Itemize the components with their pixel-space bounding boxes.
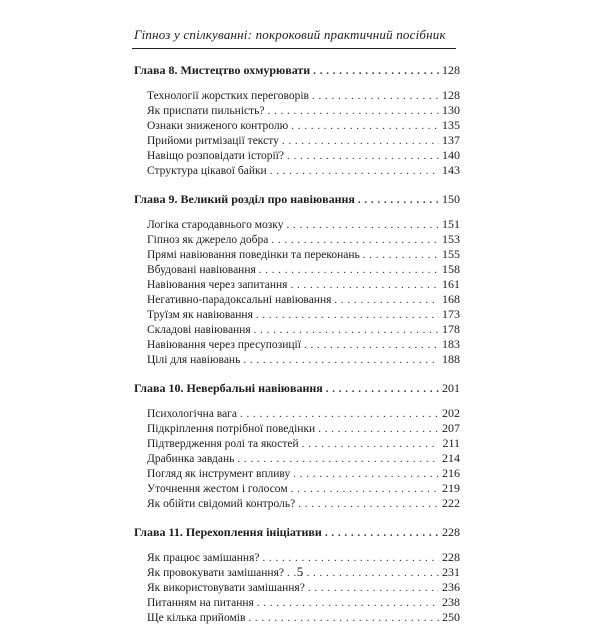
dot-leader: [326, 381, 439, 397]
toc-entry-title: Погляд як інструмент впливу: [147, 468, 291, 480]
dot-leader: [267, 103, 439, 119]
toc-entry-title: Ще кілька прийомів: [147, 612, 246, 624]
toc-entry[interactable]: [147, 580, 460, 595]
toc-entry[interactable]: [147, 451, 460, 466]
dot-leader: [363, 247, 439, 263]
toc-entry-page: 202: [442, 406, 460, 420]
toc-entry-title: Цілі для навіювань: [147, 354, 241, 366]
dot-leader: [257, 595, 439, 611]
toc-entry-title: Як використовувати замішання?: [147, 582, 305, 594]
chapter-block: [134, 381, 460, 511]
toc-entry-title: Психологічна вага: [147, 408, 237, 420]
toc-entry-page: 228: [442, 550, 460, 564]
toc-entry-page: 219: [442, 481, 460, 495]
toc-entry-page: 173: [442, 307, 460, 321]
toc-entry-page: 211: [442, 436, 460, 450]
toc-entry[interactable]: [147, 133, 460, 148]
toc-entry-title: Прямі навіювання поведінки та переконань: [147, 249, 360, 261]
toc-entry[interactable]: [147, 550, 460, 565]
toc-entry[interactable]: [147, 247, 460, 262]
toc-entry[interactable]: [147, 421, 460, 436]
toc-entry-page: 231: [442, 565, 460, 579]
chapter-heading[interactable]: [134, 192, 460, 207]
toc-entry-page: 158: [442, 262, 460, 276]
toc-entry[interactable]: [147, 610, 460, 625]
toc-entry-title: Логіка стародавнього мозку: [147, 219, 284, 231]
toc-entry-title: Негативно-парадоксальні навіювання: [147, 294, 332, 306]
toc-entry-page: 250: [442, 610, 460, 624]
toc-entry[interactable]: [147, 163, 460, 178]
toc-entry[interactable]: [147, 322, 460, 337]
toc-entry[interactable]: [147, 307, 460, 322]
chapter-page-number: 201: [442, 381, 460, 395]
toc-entry-page: 178: [442, 322, 460, 336]
toc-entry-page: 183: [442, 337, 460, 351]
chapter-page-number: 228: [442, 525, 460, 539]
chapter-block: [134, 192, 460, 367]
toc-entry-page: 137: [442, 133, 460, 147]
toc-entry[interactable]: [147, 277, 460, 292]
toc-entry-title: Прийоми ритмізації тексту: [147, 135, 279, 147]
toc-entry-page: 207: [442, 421, 460, 435]
toc-entry-title: Технології жорстких переговорів: [147, 90, 309, 102]
toc-entry-title: Підкріплення потрібної поведінки: [147, 423, 316, 435]
dot-leader: [308, 580, 439, 596]
toc-entry-page: 222: [442, 496, 460, 510]
chapter-gap: [134, 78, 460, 88]
running-header: Гіпноз у спілкуванні: покроковий практичний посібник: [134, 27, 446, 42]
dot-leader: [358, 192, 439, 208]
chapter-gap: [134, 396, 460, 406]
toc-entry-page: 155: [442, 247, 460, 261]
toc-entry-title: Складові навіювання: [147, 324, 251, 336]
dot-leader: [318, 421, 439, 437]
dot-leader: [313, 63, 439, 79]
chapter-title: Глава 9. Великий розділ про навіювання: [134, 192, 355, 206]
dot-leader: [259, 262, 439, 278]
dot-leader: [243, 352, 439, 368]
chapter-page-number: 150: [442, 192, 460, 206]
chapter-page-number: 128: [442, 63, 460, 77]
page-number: 5: [296, 564, 304, 579]
toc-entry-page: 128: [442, 88, 460, 102]
toc-entry-page: 161: [442, 277, 460, 291]
dot-leader: [271, 232, 439, 248]
dot-leader: [298, 496, 439, 512]
toc-entry[interactable]: [147, 292, 460, 307]
dot-leader: [290, 277, 439, 293]
dot-leader: [256, 307, 439, 323]
toc-entry-title: Вбудовані навіювання: [147, 264, 256, 276]
dot-leader: [304, 337, 439, 353]
dot-leader: [240, 406, 439, 422]
header-rule: [132, 48, 456, 49]
toc-entry-page: 216: [442, 466, 460, 480]
toc-entry-title: Драбинка завдань: [147, 453, 235, 465]
toc-entry-title: Структура цікавої байки: [147, 165, 267, 177]
toc-entry[interactable]: [147, 337, 460, 352]
chapter-title: Глава 11. Перехоплення ініціативи: [134, 525, 322, 539]
toc-entry-title: Навіювання через запитання: [147, 279, 288, 291]
toc-entry-page: 140: [442, 148, 460, 162]
toc-entry[interactable]: [147, 496, 460, 511]
toc-entry-page: 151: [442, 217, 460, 231]
dot-leader: [287, 148, 439, 164]
toc-entry[interactable]: [147, 481, 460, 496]
toc-entry[interactable]: [147, 148, 460, 163]
toc-entry[interactable]: [147, 103, 460, 118]
toc-entry-title: Труїзм як навіювання: [147, 309, 253, 321]
toc-entry[interactable]: [147, 352, 460, 367]
dot-leader: [334, 292, 439, 308]
toc-entry-title: Як обійти свідомий контроль?: [147, 498, 296, 510]
chapter-gap: [134, 540, 460, 550]
toc-entry[interactable]: [147, 118, 460, 133]
toc-entry-title: Навіщо розповідати історії?: [147, 150, 284, 162]
toc-entry-page: 188: [442, 352, 460, 366]
chapter-heading[interactable]: [134, 381, 460, 396]
toc-entry-page: 168: [442, 292, 460, 306]
toc-entry-title: Як провокувати замішання?: [147, 567, 284, 579]
dot-leader: [286, 217, 439, 233]
table-of-contents: [134, 63, 460, 625]
toc-entry[interactable]: [147, 88, 460, 103]
chapter-title: Глава 10. Невербальні навіювання: [134, 381, 323, 395]
toc-entry-page: 135: [442, 118, 460, 132]
toc-entry-title: Як працює замішання?: [147, 552, 260, 564]
chapter-gap: [134, 207, 460, 217]
chapter-heading[interactable]: [134, 63, 460, 78]
dot-leader: [248, 610, 439, 626]
dot-leader: [325, 525, 439, 541]
toc-entry[interactable]: [147, 406, 460, 421]
dot-leader: [312, 88, 439, 104]
dot-leader: [254, 322, 439, 338]
toc-entry-page: 143: [442, 163, 460, 177]
dot-leader: [282, 133, 439, 149]
toc-entry[interactable]: [147, 595, 460, 610]
toc-entry[interactable]: [147, 232, 460, 247]
toc-entry[interactable]: [147, 217, 460, 232]
toc-entry-page: 214: [442, 451, 460, 465]
toc-entry-title: Уточнення жестом і голосом: [147, 483, 288, 495]
chapter-title: Глава 8. Мистецтво охмурювати: [134, 63, 311, 77]
toc-entry-title: Як приспати пильність?: [147, 105, 265, 117]
chapter-separator: [134, 511, 460, 525]
toc-entry-page: 130: [442, 103, 460, 117]
dot-leader: [302, 436, 440, 452]
toc-entry-title: Ознаки зниженого контролю: [147, 120, 289, 132]
toc-entry-page: 236: [442, 580, 460, 594]
chapter-heading[interactable]: [134, 525, 460, 540]
toc-entry-title: Гіпноз як джерело добра: [147, 234, 269, 246]
dot-leader: [291, 118, 439, 134]
toc-entry-title: Навіювання через пресупозиції: [147, 339, 301, 351]
toc-entry-page: 238: [442, 595, 460, 609]
toc-entry-title: Підтвердження ролі та якостей: [147, 438, 299, 450]
chapter-block: [134, 63, 460, 178]
dot-leader: [270, 163, 439, 179]
toc-entry-title: Питанням на питання: [147, 597, 254, 609]
dot-leader: [237, 451, 439, 467]
toc-entry[interactable]: [147, 466, 460, 481]
dot-leader: [291, 481, 439, 497]
toc-entry[interactable]: [147, 262, 460, 277]
toc-entry-page: 153: [442, 232, 460, 246]
dot-leader: [293, 466, 439, 482]
chapter-separator: [134, 178, 460, 192]
toc-entry[interactable]: [147, 436, 460, 451]
chapter-separator: [134, 367, 460, 381]
